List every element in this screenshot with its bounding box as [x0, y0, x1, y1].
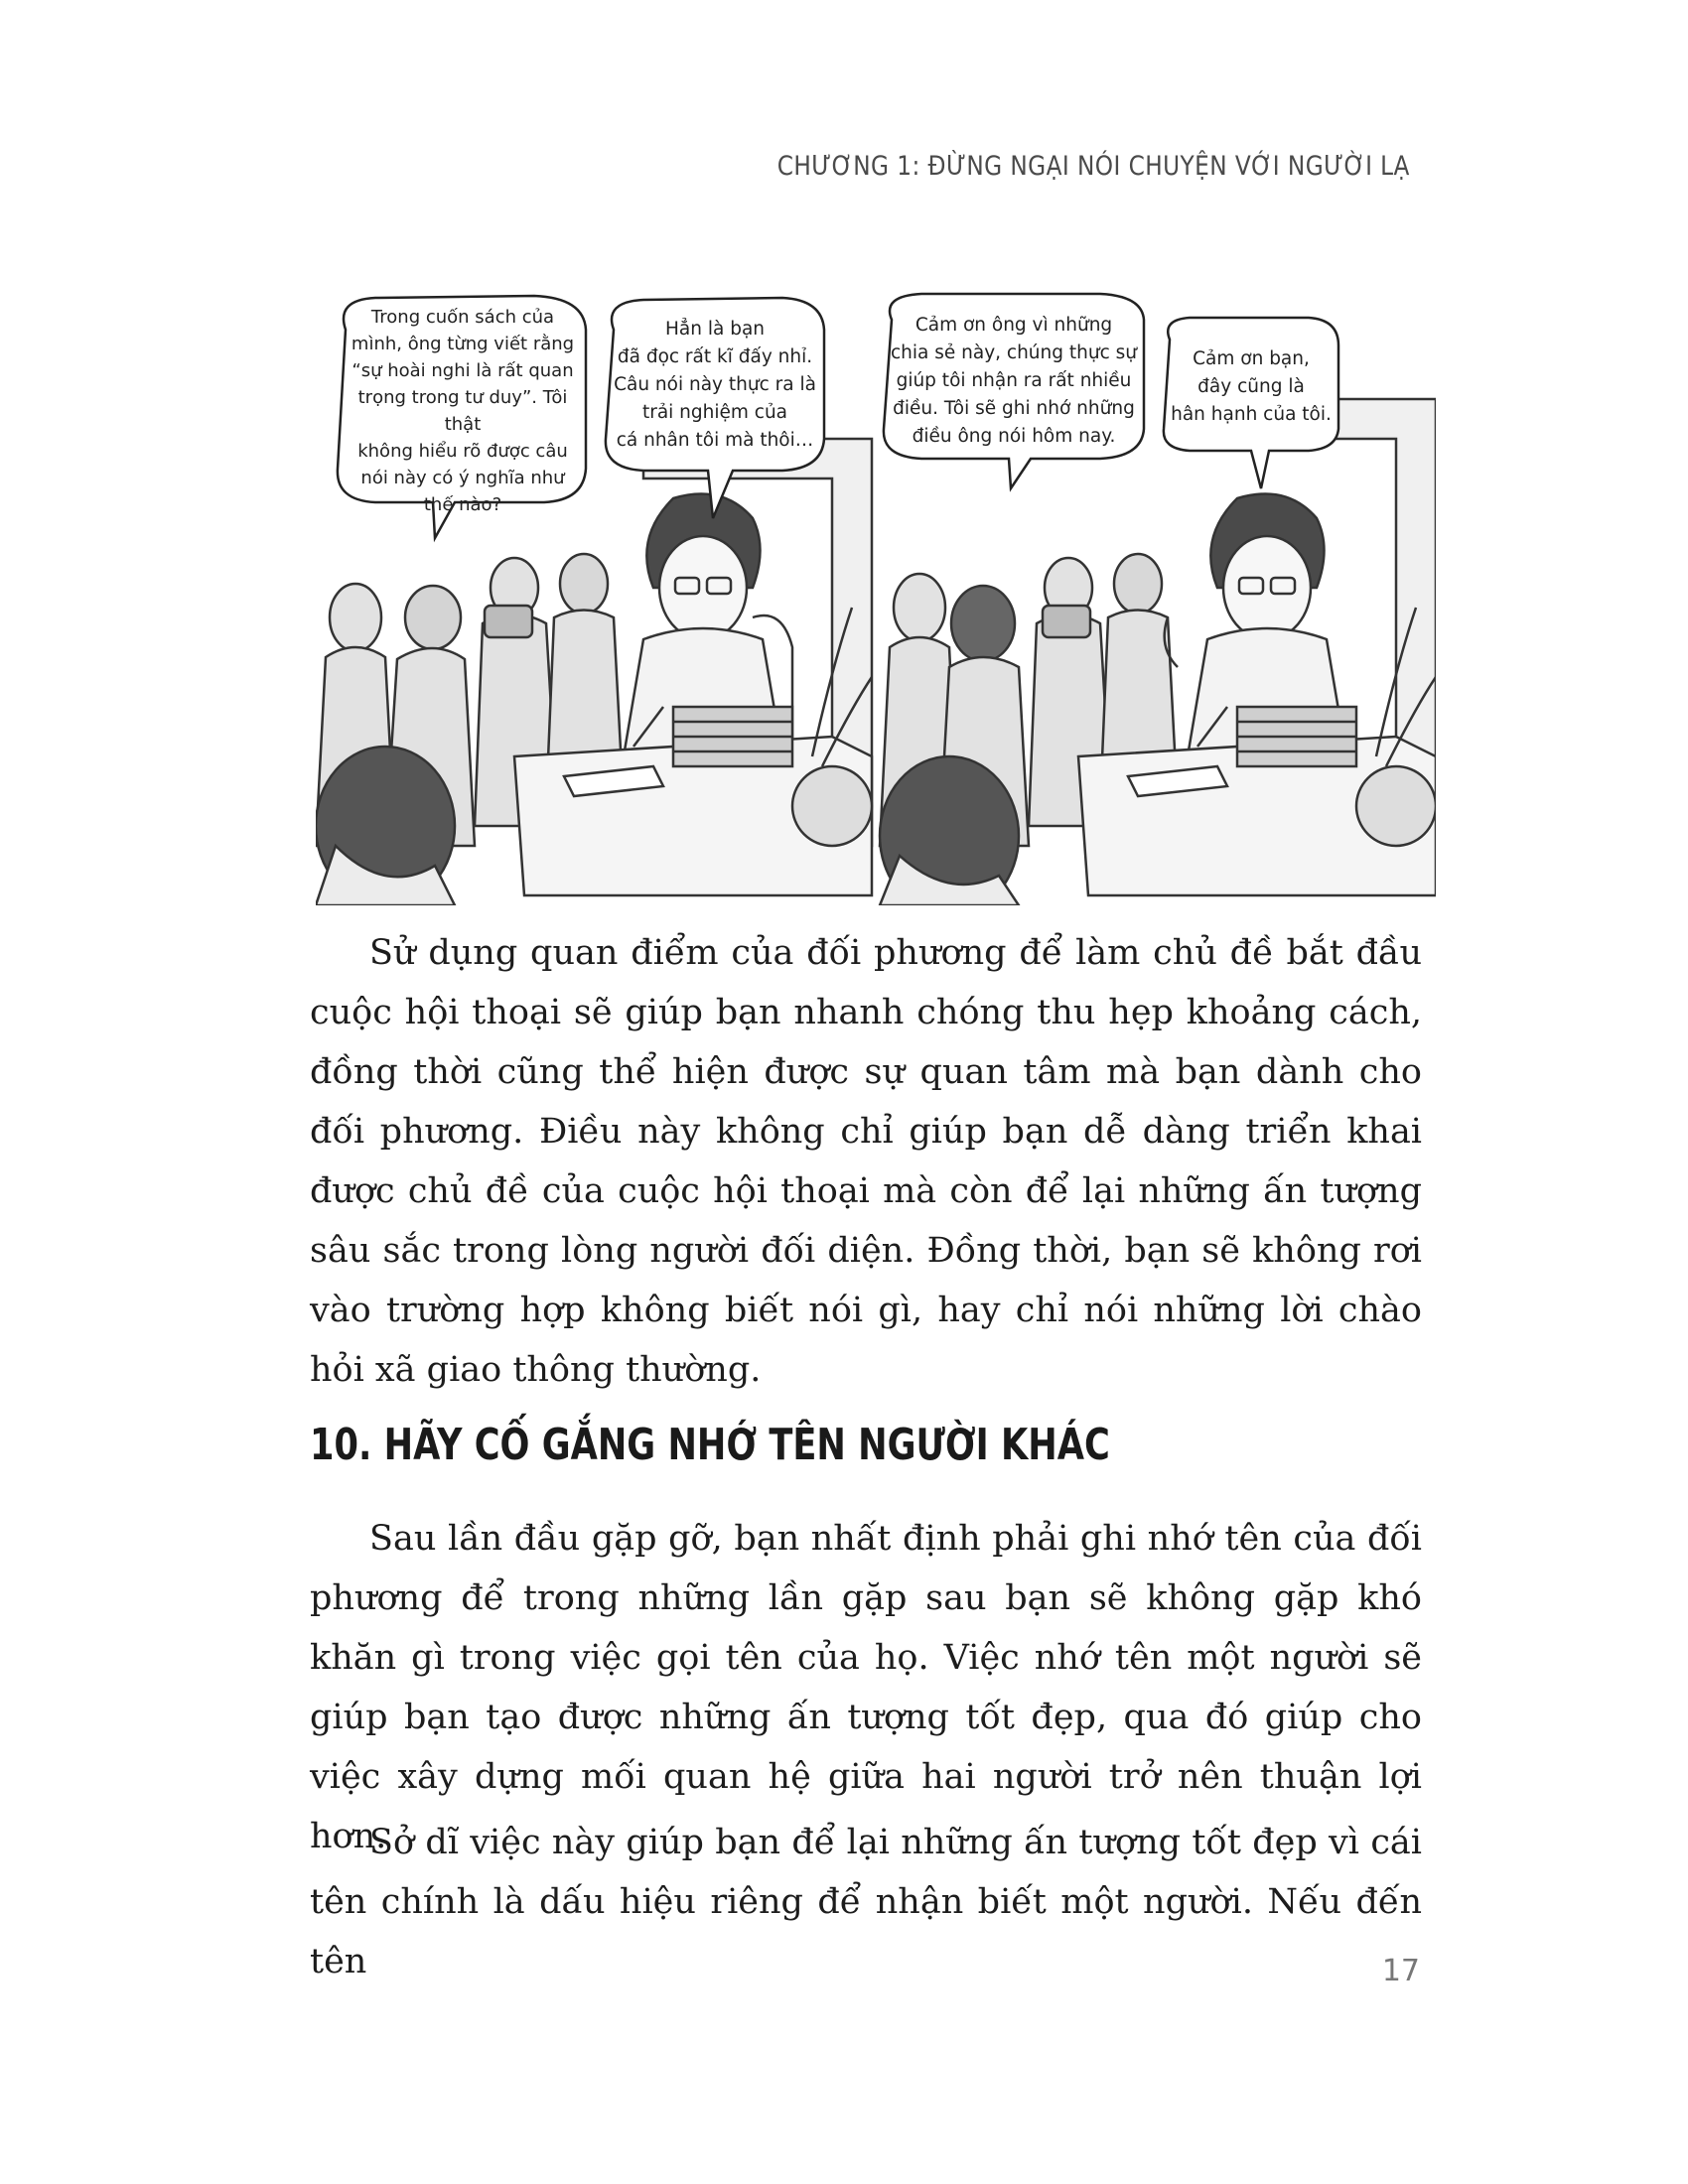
comic-illustration: [316, 290, 1436, 905]
paragraph-2: Sau lần đầu gặp gỡ, bạn nhất định phải ghi nhớ tên của đối phương để trong những lần gặp sau bạn sẽ không gặp khó khăn gì trong việc gọi tên của họ. Việc nhớ tên một người sẽ giúp bạn tạo được những ấn tượng tốt đẹp, qua đó giúp cho việc xây dựng mối quan hệ giữa hai người trở nên thuận lợi hơn.: [310, 1519, 1422, 1856]
speech-bubble-3-text: Cảm ơn ông vì những chia sẻ này, chúng thực sự giúp tôi nhận ra rất nhiều điều. Tôi sẽ ghi nhớ những điều ông nói hôm nay.: [890, 315, 1137, 447]
running-header: CHƯƠNG 1: ĐỪNG NGẠI NÓI CHUYỆN VỚI NGƯỜI LẠ: [776, 151, 1410, 182]
speech-bubble-1-text: Trong cuốn sách của mình, ông từng viết rằng “sự hoài nghi là rất quan trọng trong tư duy”. Tôi thật không hiểu rõ được câu nói này có ý nghĩa như thế nào?: [351, 307, 575, 515]
paragraph-1: Sử dụng quan điểm của đối phương để làm chủ đề bắt đầu cuộc hội thoại sẽ giúp bạn nhanh chóng thu hẹp khoảng cách, đồng thời cũng thể hiện được sự quan tâm mà bạn dành cho đối phương. Điều này không chỉ giúp bạn dễ dàng triển khai được chủ đề của cuộc hội thoại mà còn để lại những ấn tượng sâu sắc trong lòng người đối diện. Đồng thời, bạn sẽ không rơi vào trường hợp không biết nói gì, hay chỉ nói những lời chào hỏi xã giao thông thường.: [310, 933, 1422, 1390]
page-number: 17: [1381, 1954, 1420, 1988]
speech-bubble-2-text: Hẳn là bạn đã đọc rất kĩ đấy nhỉ. Câu nói này thực ra là trải nghiệm của cá nhân tôi mà thôi…: [614, 319, 816, 451]
section-heading: 10. HÃY CỐ GẮNG NHỚ TÊN NGƯỜI KHÁC: [310, 1420, 1110, 1470]
speech-bubble-4-text: Cảm ơn bạn, đây cũng là hân hạnh của tôi.: [1171, 348, 1332, 425]
paragraph-3: Sở dĩ việc này giúp bạn để lại những ấn tượng tốt đẹp vì cái tên chính là dấu hiệu riêng để nhận biết một người. Nếu đến tên: [310, 1823, 1422, 1981]
